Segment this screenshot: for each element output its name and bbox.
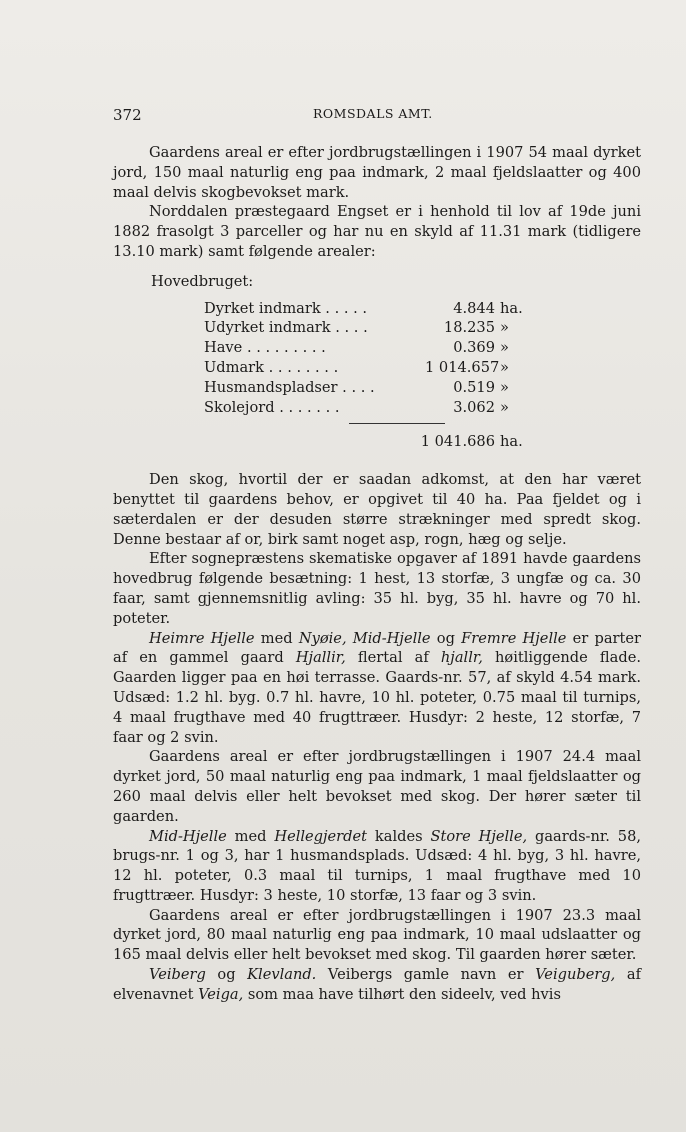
row-value: 3.062	[453, 398, 495, 416]
word-form: hjallr,	[440, 649, 483, 667]
place-name: Hellegjerdet	[274, 827, 368, 845]
place-name: Heimre Hjelle	[149, 629, 255, 647]
area-table	[204, 299, 535, 418]
table-row	[204, 318, 535, 338]
paragraph: Gaardens areal er efter jordbrugstællingen i 1907 54 maal dyrket jord, 150 maal naturlig eng paa indmark, 2 maal fjeldslaatter og 400 maal delvis skogbevokset mark.	[113, 144, 641, 201]
total-unit: ha.	[500, 433, 523, 451]
row-label: Skolejord . . . . . . .	[204, 398, 340, 416]
page-number: 372	[113, 106, 142, 124]
paragraph: Gaardens areal er efter jordbrugstællingen i 1907 24.4 maal dyrket jord, 50 maal naturlig eng paa indmark, 1 maal fjeldslaatter og 260 maal delvis eller helt bevokset med skog. Der hører sæter til gaarden.	[113, 748, 641, 825]
place-name: Fremre Hjelle	[461, 629, 567, 647]
place-name: Hjallir,	[295, 649, 346, 667]
paragraph: Norddalen præstegaard Engset er i henhold til lov af 19de juni 1882 frasolgt 3 parceller og har nu en skyld af 11.31 mark (tidligere 13.10 mark) samt følgende arealer:	[113, 203, 641, 260]
row-value: 18.235	[443, 319, 495, 337]
row-unit: »	[500, 358, 509, 376]
table-total	[204, 432, 535, 452]
row-label: Have . . . . . . . . .	[204, 339, 326, 357]
paragraph: Veiberg og Klevland. Veibergs gamle navn er Veiguberg, af elvenavnet Veiga, som maa have tilhørt den sideelv, ved hvis	[113, 966, 641, 1003]
table-row	[204, 299, 535, 319]
place-name: Veiguberg,	[535, 966, 616, 984]
paragraph: Efter sognepræstens skematiske opgaver af 1891 havde gaardens hovedbrug følgende besætning: 1 hest, 13 storfæ, 3 ungfæ og ca. 30 faar, samt gjennemsnitlig avling: 35 hl. byg, 35 hl. havre og 70 hl. poteter.	[113, 550, 641, 627]
paragraph: Gaardens areal er efter jordbrugstællingen i 1907 23.3 maal dyrket jord, 80 maal naturlig eng paa indmark, 10 maal udslaatter og 165 maal delvis eller helt bevokset med skog. Til gaarden hører sæter.	[113, 906, 641, 964]
row-value: 4.844	[453, 299, 495, 317]
table-row	[204, 398, 535, 418]
river-name: Veiga,	[198, 985, 244, 1003]
paragraph: Heimre Hjelle med Nyøie, Mid-Hjelle og Fremre Hjelle er parter af en gammel gaard Hjallir, flertal af hjallr, høitliggende flade. Gaarden ligger paa en høi terrasse. Gaards-nr. 57, af skyld 4.54 mark. Udsæd: 1.2 hl. byg. 0.7 hl. havre, 10 hl. poteter, 0.75 maal til turnips, 4 maal frugthave med 40 frugttræer. Husdyr: 2 heste, 12 storfæ, 7 faar og 2 svin.	[113, 629, 641, 746]
row-label: Husmandspladser . . . .	[204, 378, 375, 396]
total-value: 1 041.686	[420, 433, 495, 451]
row-unit: ha.	[500, 299, 523, 317]
row-value: 0.519	[453, 378, 495, 396]
place-name: Store Hjelle,	[430, 827, 528, 845]
table-heading: Hovedbruget:	[151, 272, 254, 290]
place-name: Nyøie, Mid-Hjelle	[298, 629, 431, 647]
running-title: ROMSDALS AMT.	[313, 106, 433, 121]
row-value: 1 014.657	[425, 358, 500, 376]
row-unit: »	[500, 378, 509, 396]
row-label: Udyrket indmark . . . .	[204, 319, 368, 337]
table-row	[204, 338, 535, 358]
paragraph: Mid-Hjelle med Hellegjerdet kaldes Store Hjelle, gaards-nr. 58, brugs-nr. 1 og 3, har 1 husmandsplads. Udsæd: 4 hl. byg, 3 hl. havre, 12 hl. poteter, 0.3 maal til turnips, 1 maal frugthave med 10 frugttræer. Husdyr: 3 heste, 10 storfæ, 13 faar og 3 svin.	[113, 827, 641, 904]
row-label: Dyrket indmark . . . . .	[204, 299, 368, 317]
place-name: Mid-Hjelle	[149, 827, 227, 845]
row-unit: »	[500, 319, 509, 337]
sum-rule	[349, 423, 445, 424]
paragraph: Den skog, hvortil der er saadan adkomst, at den har været benyttet til gaardens behov, er opgivet til 40 ha. Paa fjeldet og i sæterdalen er der desuden større strækninger med spredt skog. Denne bestaar af or, birk samt noget asp, rogn, hæg og selje.	[113, 471, 641, 548]
row-label: Udmark . . . . . . . .	[204, 358, 339, 376]
place-name: Klevland.	[247, 966, 317, 984]
table-row	[204, 358, 535, 378]
table-row	[204, 378, 535, 398]
page-header	[113, 106, 643, 128]
page-body	[113, 143, 641, 1005]
row-unit: »	[500, 398, 509, 416]
place-name: Veiberg	[149, 966, 206, 984]
row-unit: »	[500, 339, 509, 357]
row-value: 0.369	[453, 339, 495, 357]
